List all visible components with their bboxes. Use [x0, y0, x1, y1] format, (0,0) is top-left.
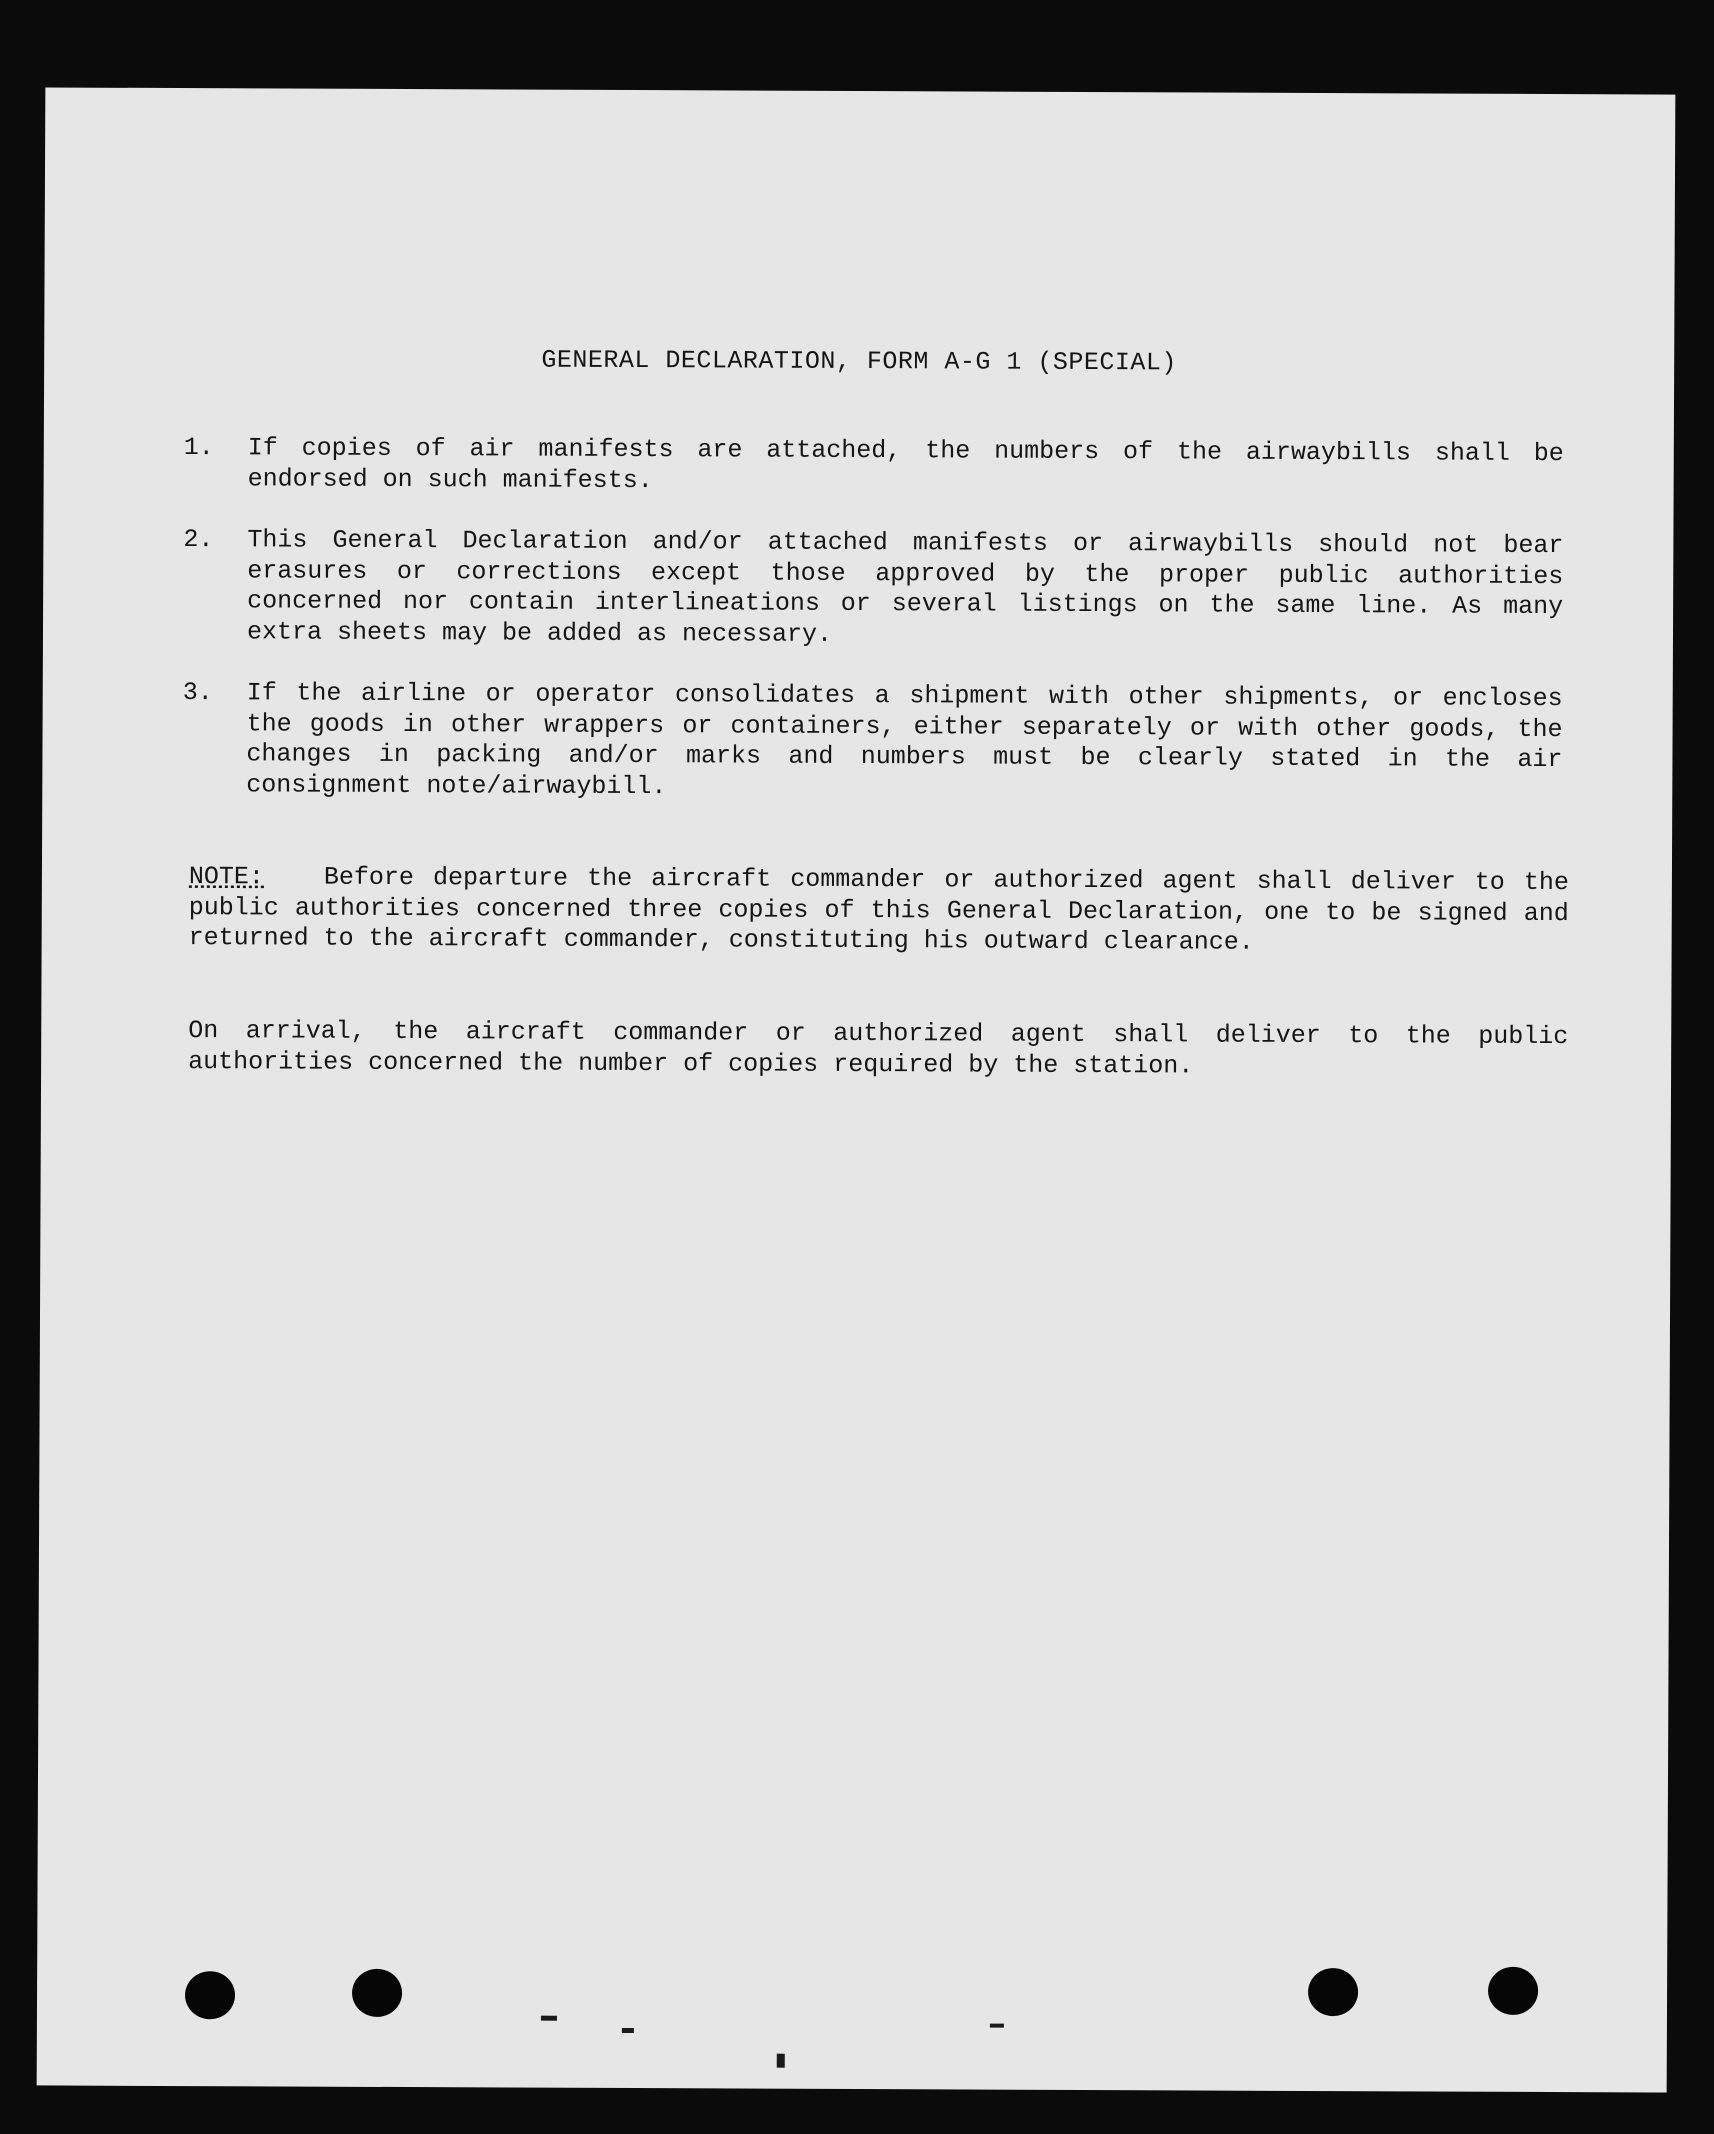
scan-speck	[990, 2024, 1004, 2028]
arrival-paragraph: On arrival, the aircraft commander or authorized agent shall deliver to the public authorities concerned the number of copies required by the station.	[188, 1016, 1569, 1080]
document-title: GENERAL DECLARATION, FORM A-G 1 (SPECIAL)	[541, 345, 1178, 378]
instruction-item-1	[184, 433, 1564, 500]
scan-speck	[622, 2028, 634, 2033]
scan-speck	[541, 2016, 557, 2021]
punch-hole-right-inner	[1308, 1968, 1358, 2016]
note-text: Before departure the aircraft commander or authorized agent shall deliver to the public authorities concerned three copies of this General Declaration, one to be signed and returned to the aircraft commander, constituting his outward clearance.	[188, 862, 1569, 957]
instruction-item-2	[183, 525, 1564, 653]
item-text: If copies of air manifests are attached, the numbers of the airwaybills shall be endorsed on such manifests.	[247, 433, 1564, 495]
item-number: 2.	[183, 525, 214, 555]
punch-hole-left-outer	[185, 1971, 235, 2019]
item-text: If the airline or operator consolidates a shipment with other shipments, or encloses the goods in other wrappers or containers, either separately or with other goods, the changes in packing and/or marks and numbers must be clearly stated in the air consignment note/airwaybill.	[246, 678, 1563, 801]
item-number: 1.	[183, 433, 214, 463]
punch-hole-right-outer	[1488, 1967, 1538, 2015]
item-number: 3.	[182, 678, 213, 708]
item-text: This General Declaration and/or attached manifests or airwaybills should not bear erasures or corrections except those approved by the proper public authorities concerned nor contain interlineations or several listings on the same line. As many extra sheets may be added as necessary.	[246, 525, 1564, 649]
scan-speck	[777, 2054, 785, 2068]
note-label: NOTE:	[188, 862, 265, 892]
note-paragraph	[189, 862, 1569, 960]
punch-hole-left-inner	[352, 1969, 402, 2017]
document-page	[37, 87, 1676, 2092]
instruction-item-3	[182, 678, 1563, 806]
